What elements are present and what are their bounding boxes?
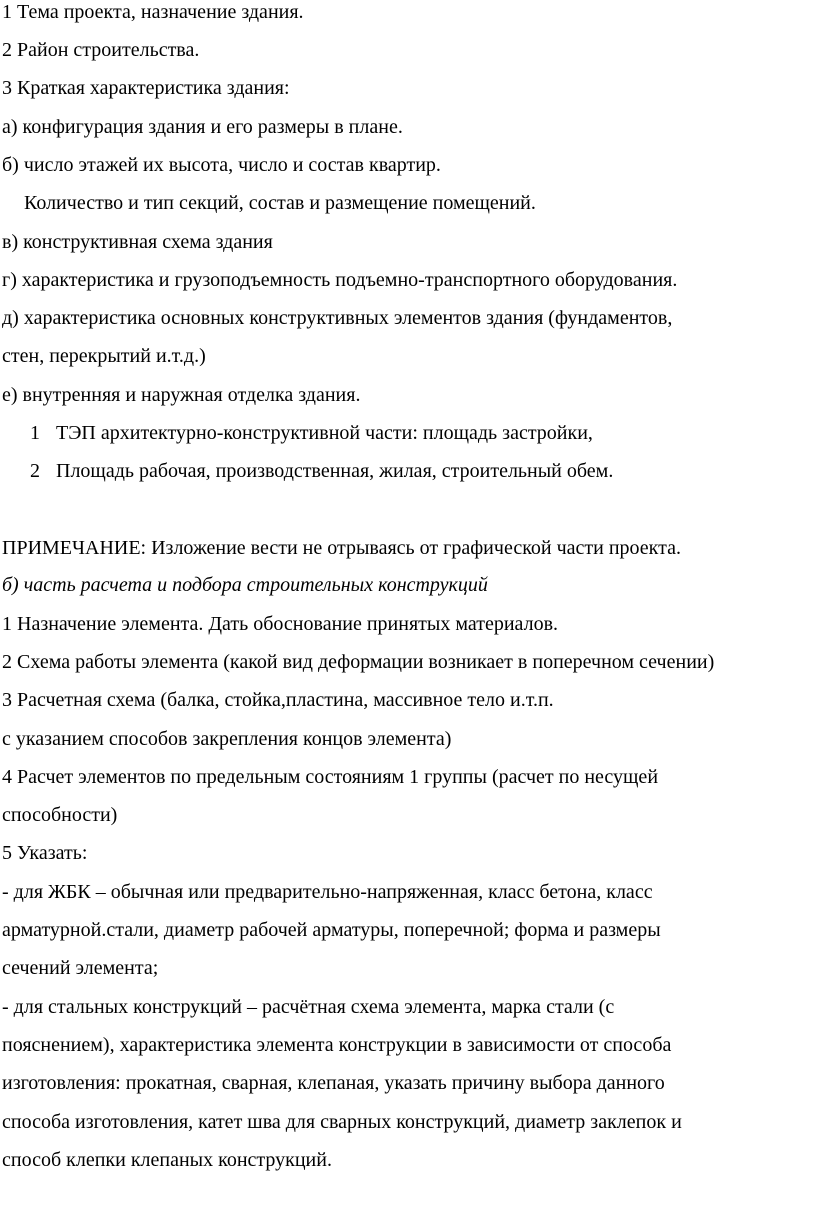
numbered-item xyxy=(30,459,613,483)
line-steel-structures-cont4: способ клепки клепаных конструкций. xyxy=(2,1149,332,1171)
line-specify: 5 Указать: xyxy=(2,842,88,864)
line-steel-structures-cont2: изготовления: прокатная, сварная, клепаная, указать причину выбора данного xyxy=(2,1072,665,1094)
line-steel-structures-cont1: пояснением), характеристика элемента конструкции в зависимости от способа xyxy=(2,1034,672,1056)
line-sections: Количество и тип секций, состав и размещение помещений. xyxy=(24,192,536,214)
line-rc-structures-cont1: арматурной.стали, диаметр рабочей арматуры, поперечной; форма и размеры xyxy=(2,919,661,941)
line-building-summary: 3 Краткая характеристика здания: xyxy=(2,77,290,99)
line-item-v: в) конструктивная схема здания xyxy=(2,231,273,253)
line-item-d: д) характеристика основных конструктивных элементов здания (фундаментов, xyxy=(2,307,673,329)
line-item-g: г) характеристика и грузоподъемность подъемно-транспортного оборудования. xyxy=(2,269,678,291)
line-item-b: б) число этажей их высота, число и состав квартир. xyxy=(2,154,441,176)
line-construction-area: 2 Район строительства. xyxy=(2,39,200,61)
numbered-item-text: Площадь рабочая, производственная, жилая, строительный обем. xyxy=(56,460,614,482)
section-b-heading: б) часть расчета и подбора строительных конструкций xyxy=(2,574,488,596)
line-calc-scheme: 3 Расчетная схема (балка, стойка,пластина, массивное тело и.т.п. xyxy=(2,689,554,711)
numbered-item-number: 1 xyxy=(30,422,40,444)
line-limit-states: 4 Расчет элементов по предельным состояниям 1 группы (расчет по несущей xyxy=(2,766,659,788)
line-element-scheme: 2 Схема работы элемента (какой вид деформации возникает в поперечном сечении) xyxy=(2,651,715,673)
line-rc-structures-cont2: сечений элемента; xyxy=(2,957,159,979)
line-project-topic: 1 Тема проекта, назначение здания. xyxy=(2,1,304,23)
line-item-e: е) внутренняя и наружная отделка здания. xyxy=(2,384,361,406)
line-rc-structures: - для ЖБК – обычная или предварительно-напряженная, класс бетона, класс xyxy=(2,881,653,903)
line-steel-structures-cont3: способа изготовления, катет шва для сварных конструкций, диаметр заклепок и xyxy=(2,1111,682,1133)
numbered-item-number: 2 xyxy=(30,460,40,482)
line-element-purpose: 1 Назначение элемента. Дать обоснование принятых материалов. xyxy=(2,613,559,635)
line-calc-scheme-cont: с указанием способов закрепления концов элемента) xyxy=(2,728,452,750)
line-limit-states-cont: способности) xyxy=(2,804,118,826)
line-steel-structures: - для стальных конструкций – расчётная схема элемента, марка стали (с xyxy=(2,996,615,1018)
line-item-d-cont: стен, перекрытий и.т.д.) xyxy=(2,345,206,367)
numbered-item-text: ТЭП архитектурно-конструктивной части: площадь застройки, xyxy=(56,422,593,444)
note-paragraph: ПРИМЕЧАНИЕ: Изложение вести не отрываясь от графической части проекта. xyxy=(2,537,681,559)
numbered-item xyxy=(30,421,593,445)
line-item-a: а) конфигурация здания и его размеры в плане. xyxy=(2,116,403,138)
